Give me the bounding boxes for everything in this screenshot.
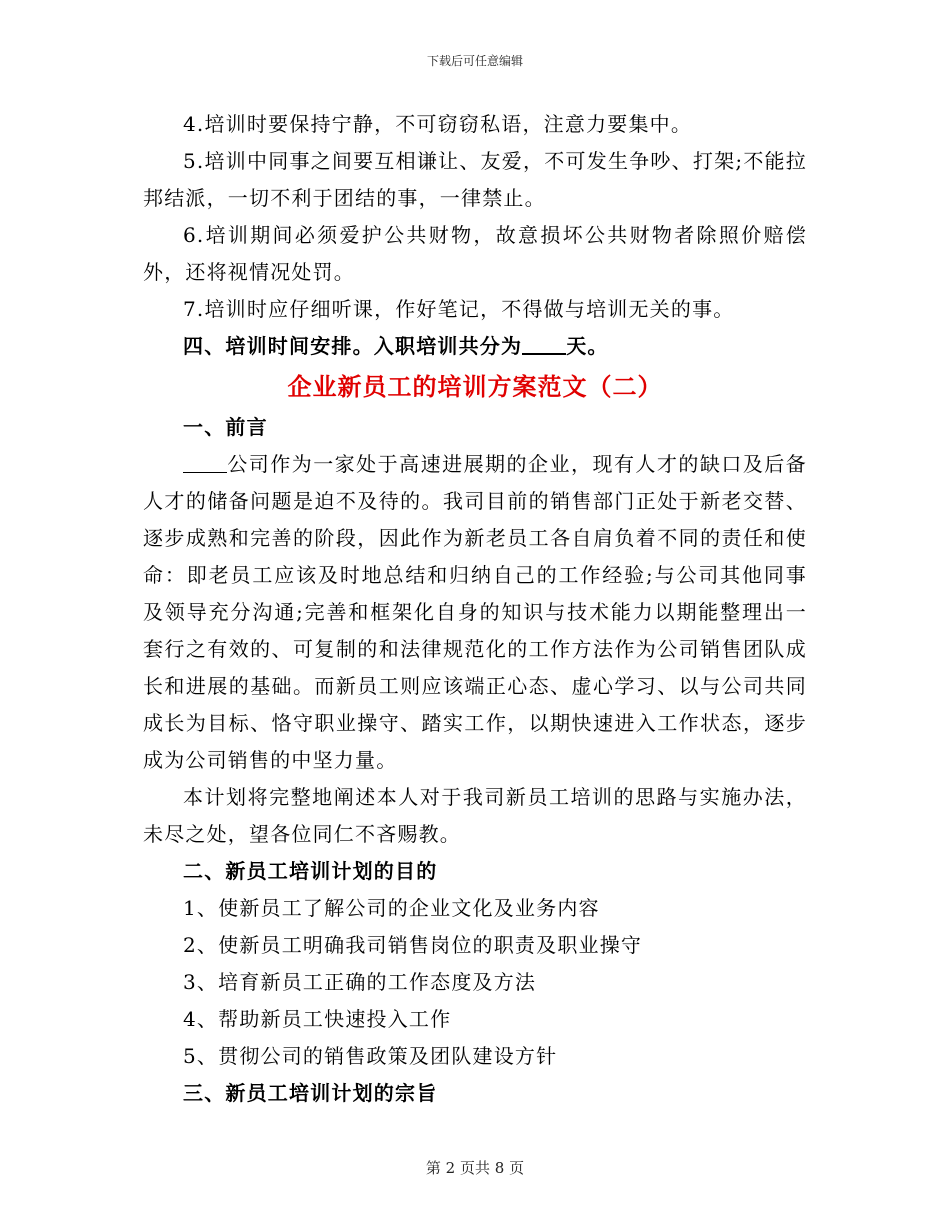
heading-goals: 二、新员工培训计划的目的 [183, 859, 438, 883]
preface-paragraph-1 [143, 446, 807, 779]
rule-item-6: 6.培训期间必须爱护公共财物，故意损坏公共财物者除照价赔偿外，还将视情况处罚。 [143, 223, 807, 284]
goal-item-4: 4、帮助新员工快速投入工作 [183, 1007, 452, 1031]
goal-item-3: 3、培育新员工正确的工作态度及方法 [183, 970, 537, 994]
rule-item-7: 7.培训时应仔细听课，作好笔记，不得做与培训无关的事。 [183, 297, 735, 321]
preface-text-1: 公司作为一家处于高速进展期的企业，现有人才的缺口及后备人才的储备问题是迫不及待的。我司目前的销售部门正处于新老交替、逐步成熟和完善的阶段，因此作为新老员工各自肩负着不同的责任和使命：即老员工应该及时地总结和归纳自己的工作经验;与公司其他同事及领导充分沟通;完善和框架化自身的知识与技术能力以期能整理出一套行之有效的、可复制的和法律规范化的工作方法作为公司销售团队成长和进展的基础。而新员工则应该端正心态、虚心学习、以与公司共同成长为目标、恪守职业操守、踏实工作，以期快速进入工作状态，逐步成为公司销售的中坚力量。 [143, 452, 807, 772]
goal-item-1: 1、使新员工了解公司的企业文化及业务内容 [183, 896, 600, 920]
preface-paragraph-2: 本计划将完整地阐述本人对于我司新员工培训的思路与实施办法，未尽之处，望各位同仁不吝赐教。 [143, 785, 807, 846]
section-4-text: 四、培训时间安排。入职培训共分为 [183, 334, 523, 358]
document-body [143, 106, 807, 1112]
goal-item-2: 2、使新员工明确我司销售岗位的职责及职业操守 [183, 933, 643, 957]
section-4-heading [143, 328, 807, 365]
document-title: 企业新员工的培训方案范文（二） [287, 372, 663, 401]
page-footer: 第 2 页共 8 页 [425, 1159, 525, 1177]
section-4-suffix: 天。 [566, 334, 609, 358]
heading-purpose: 三、新员工培训计划的宗旨 [183, 1081, 438, 1105]
days-blank [522, 333, 566, 355]
rule-item-5: 5.培训中同事之间要互相谦让、友爱，不可发生争吵、打架;不能拉邦结派，一切不利于团结的事，一律禁止。 [143, 149, 807, 210]
page-header: 下载后可任意编辑 [426, 54, 523, 68]
rule-item-4: 4.培训时要保持宁静，不可窃窃私语，注意力要集中。 [183, 112, 693, 136]
goal-item-5: 5、贯彻公司的销售政策及团队建设方针 [183, 1044, 558, 1068]
heading-preface: 一、前言 [183, 415, 268, 439]
company-name-blank [183, 452, 227, 473]
